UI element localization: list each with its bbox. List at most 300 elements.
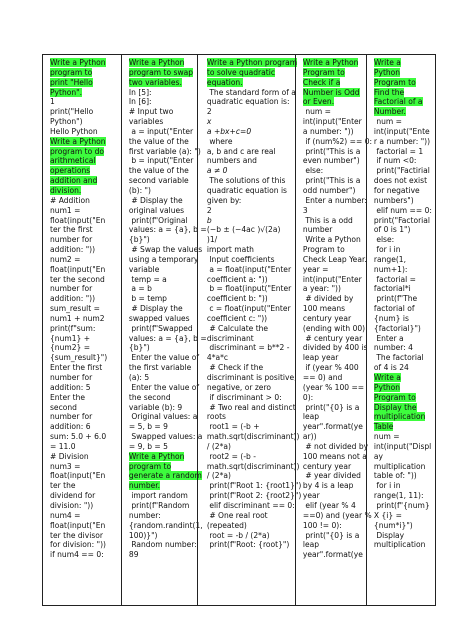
code-line — [374, 235, 433, 245]
code-text: Swapped values: a — [128, 432, 203, 442]
code-line — [303, 363, 364, 373]
code-line — [374, 255, 433, 265]
code-text: Enter the first — [50, 363, 103, 373]
code-text: 3 — [302, 205, 308, 215]
code-line — [374, 58, 433, 68]
code-text: (repeated) — [206, 520, 247, 530]
code-text: of 0 is 1") — [373, 225, 411, 235]
code-line — [207, 363, 293, 373]
code-line — [374, 88, 433, 98]
code-line — [374, 275, 433, 285]
code-text: odd number") — [302, 185, 356, 195]
code-text: century year — [302, 461, 352, 471]
code-line — [50, 78, 119, 88]
code-line — [129, 343, 195, 353]
code-line — [129, 452, 195, 462]
highlighted-heading-text: Program to — [302, 67, 345, 77]
highlighted-heading-text: Number. — [373, 107, 406, 117]
code-line — [129, 206, 195, 216]
code-text: {factorial}") — [373, 323, 421, 333]
code-line — [129, 442, 195, 452]
highlighted-heading-text: Python — [373, 382, 401, 392]
code-text: float(input("En — [50, 215, 106, 225]
code-line — [128, 353, 200, 363]
code-text: even number") — [302, 156, 360, 166]
code-line — [50, 265, 119, 275]
code-line — [374, 511, 433, 521]
code-text: (ending with 00) — [302, 323, 366, 333]
code-text: a year: ")) — [302, 284, 341, 294]
code-text: variable — [128, 264, 160, 274]
code-text: # Check if the — [206, 363, 264, 373]
code-text: # Addition — [50, 195, 90, 205]
code-line — [374, 176, 433, 186]
code-text: This is a odd — [302, 215, 353, 225]
code-line — [207, 284, 293, 294]
highlighted-heading-text: Write a — [373, 373, 401, 382]
code-line — [50, 275, 119, 285]
code-line — [207, 531, 293, 541]
code-line — [129, 235, 195, 245]
code-text: # Two real and distinct — [206, 402, 296, 412]
code-line — [374, 284, 433, 294]
code-text: the first variable — [128, 363, 192, 373]
code-text: 4*a*c — [206, 353, 229, 363]
code-text: Program to — [302, 245, 345, 255]
code-line — [50, 491, 119, 501]
code-text: X {i} = — [373, 510, 402, 520]
code-line — [303, 166, 364, 176]
code-text: if num <0: — [373, 156, 417, 166]
code-text: The factorial — [373, 353, 424, 363]
code-text: for i in — [373, 481, 401, 491]
highlighted-heading-text: multiplication — [373, 412, 426, 422]
code-line — [374, 383, 433, 393]
code-text: {num1} + — [50, 333, 91, 343]
code-line — [303, 206, 364, 216]
code-line — [206, 87, 296, 98]
code-text: numbers") — [373, 195, 414, 205]
code-line — [129, 156, 195, 166]
code-line — [207, 314, 293, 324]
code-text: else: — [373, 235, 395, 245]
code-line — [128, 412, 198, 422]
code-line — [50, 225, 119, 235]
code-text: Hello Python — [50, 126, 98, 136]
code-text: # divided by — [302, 294, 354, 304]
code-line — [207, 275, 293, 285]
highlighted-heading-text: to solve quadratic — [206, 67, 275, 77]
code-text: leap — [302, 540, 320, 550]
code-text: factorial of — [373, 304, 415, 314]
column-4 — [295, 55, 373, 605]
code-line — [374, 206, 433, 216]
code-text: number for — [50, 235, 93, 245]
code-line — [50, 117, 119, 127]
code-line — [303, 531, 364, 541]
code-line — [50, 304, 119, 314]
code-line — [129, 422, 195, 432]
code-line — [129, 511, 195, 521]
code-line — [303, 491, 364, 501]
code-line — [129, 88, 195, 98]
code-line — [207, 334, 293, 344]
code-text: divided by 400 is — [302, 343, 368, 353]
code-text: for division: ")) — [50, 540, 106, 550]
code-line — [374, 343, 433, 353]
code-line — [374, 363, 433, 373]
code-line — [303, 432, 364, 442]
code-text: print(f"Original — [128, 215, 188, 225]
code-text: num1 = — [50, 205, 81, 215]
code-text: a +bx+c=0 — [206, 126, 252, 136]
code-text: addition: 6 — [50, 422, 91, 432]
code-line — [207, 393, 293, 403]
code-text: ay — [373, 451, 384, 461]
code-line — [303, 501, 364, 511]
highlighted-heading-text: division. — [50, 185, 82, 195]
code-text: if (year % 400 — [302, 363, 359, 373]
code-line — [207, 78, 293, 88]
code-line — [374, 373, 433, 383]
code-line — [129, 117, 195, 127]
code-text: discriminant = b**2 - — [206, 343, 290, 353]
code-line — [303, 284, 364, 294]
code-text: print("{0} is a — [302, 530, 360, 540]
code-text: print("Factorial — [373, 215, 430, 225]
code-line — [129, 403, 195, 413]
code-line — [50, 353, 119, 363]
code-text: num4 = — [50, 510, 81, 520]
code-text: # century year — [302, 333, 363, 343]
code-line — [207, 412, 293, 422]
code-line — [374, 491, 433, 501]
code-line — [129, 166, 195, 176]
code-text: ar)) — [302, 432, 317, 442]
code-text: 0): — [302, 392, 314, 402]
code-text: # year divided — [302, 471, 361, 481]
code-line — [50, 235, 119, 245]
code-line — [50, 284, 119, 294]
code-line — [129, 186, 195, 196]
code-line — [303, 78, 364, 88]
code-line — [374, 127, 433, 137]
code-text: addition: ")) — [50, 245, 96, 255]
code-text: / (2*a) — [206, 441, 231, 451]
code-text: variables — [128, 117, 164, 127]
code-line — [129, 196, 195, 206]
code-line — [129, 540, 195, 550]
code-text: quadratic equation is — [206, 185, 287, 195]
code-text: int(input("Ente — [373, 126, 430, 136]
code-text: Random number: — [128, 540, 197, 550]
code-text: addition: ")) — [50, 294, 96, 304]
code-line — [374, 265, 433, 275]
code-text: Check Leap Year. — [302, 254, 367, 264]
code-line — [50, 550, 119, 560]
highlighted-heading-text: Find the — [373, 87, 405, 97]
code-text: b = input("Enter — [128, 156, 194, 166]
code-text: (a): 5 — [128, 373, 150, 382]
code-line — [50, 422, 119, 432]
code-text: multiplication — [373, 461, 426, 471]
code-line — [374, 68, 433, 78]
code-text: first variable (a): ") — [128, 146, 201, 156]
code-line — [50, 462, 119, 472]
code-line — [206, 402, 296, 413]
code-text: discriminant — [206, 333, 254, 343]
code-text: factorial*i — [373, 284, 411, 294]
code-text: multiplication — [373, 540, 426, 550]
code-line — [129, 216, 195, 226]
code-line — [50, 393, 119, 403]
code-text: # Division — [50, 451, 89, 461]
code-text: b — [206, 215, 212, 225]
code-text: num = — [373, 432, 400, 442]
code-text: (−b ± (−4ac )√(2a) — [206, 225, 281, 235]
code-text: 2 — [206, 107, 212, 117]
code-text: second variable — [128, 176, 189, 186]
code-line — [50, 255, 119, 265]
code-line — [207, 225, 293, 235]
code-line — [303, 88, 364, 98]
code-line — [374, 216, 433, 226]
code-line — [128, 254, 199, 265]
code-text: 100 means — [302, 304, 346, 314]
code-line — [50, 245, 119, 255]
code-text: temp = a — [128, 274, 167, 284]
code-line — [303, 353, 364, 363]
code-line — [303, 97, 364, 107]
code-line — [129, 68, 195, 78]
code-text: 100 != 0): — [302, 520, 342, 530]
code-text: float(input("En — [50, 264, 106, 274]
code-line — [207, 235, 293, 245]
code-text: float(input("En — [50, 471, 106, 481]
code-line — [303, 176, 364, 186]
code-text: elif num == 0: — [373, 205, 432, 215]
code-line — [303, 304, 364, 314]
code-line — [303, 481, 364, 491]
code-text: print("This is a — [302, 146, 361, 156]
code-text: b = temp — [128, 294, 167, 304]
code-text: The standard form of a — [206, 87, 296, 97]
code-text: the value of the — [128, 136, 189, 146]
code-line — [303, 127, 364, 137]
code-line — [374, 471, 433, 481]
code-text: Original values: a — [128, 412, 198, 422]
code-line — [303, 403, 364, 413]
code-line — [303, 225, 364, 235]
code-line — [302, 441, 369, 452]
code-text: does not exist — [373, 176, 428, 186]
code-line — [50, 432, 119, 442]
highlighted-heading-text: print "Hello — [50, 77, 93, 87]
code-line — [206, 373, 297, 383]
code-line — [207, 196, 293, 206]
code-line — [374, 304, 433, 314]
code-text: num1 + num2 — [50, 313, 105, 323]
highlighted-heading-text: program to do — [50, 146, 104, 156]
code-text: print(f"Root 2: {root2}") — [206, 491, 302, 501]
code-line — [303, 412, 364, 422]
code-text: coefficient b: ")) — [206, 294, 268, 304]
code-line — [207, 265, 293, 275]
code-text: numbers and — [206, 156, 257, 166]
code-line — [374, 97, 433, 107]
code-line — [374, 501, 433, 511]
code-text: for i in — [373, 245, 401, 255]
highlighted-heading-text: equation. — [206, 77, 243, 87]
code-line — [303, 275, 364, 285]
code-line — [207, 255, 293, 265]
code-line — [303, 216, 364, 226]
code-text: int(input("Enter — [302, 117, 362, 127]
code-text: factorial = — [373, 274, 416, 284]
code-line — [303, 186, 364, 196]
code-text: print(f"Random — [128, 500, 190, 510]
code-text: ter the second — [50, 274, 105, 284]
code-line — [207, 304, 293, 314]
code-line — [303, 235, 364, 245]
code-text: negative, or zero — [206, 382, 272, 392]
code-line — [128, 432, 203, 442]
code-text: a = input("Enter — [128, 126, 194, 136]
code-text: given by: — [206, 195, 242, 205]
code-text: = 11.0 — [50, 441, 76, 451]
code-text: print(f"The — [373, 294, 418, 304]
code-line — [129, 550, 195, 560]
code-text: quadratic equation is: — [206, 97, 290, 107]
code-text: number — [302, 225, 333, 235]
code-line — [302, 451, 367, 462]
code-line — [207, 97, 293, 107]
code-text: root2 = (-b - — [206, 451, 256, 461]
code-line — [374, 107, 433, 117]
code-line — [374, 452, 433, 462]
code-text: a, b and c are real — [206, 146, 276, 156]
code-text: year".format(ye — [302, 422, 363, 432]
highlighted-heading-text: Table — [373, 422, 394, 432]
code-line — [303, 245, 364, 255]
code-line — [128, 520, 203, 531]
code-text: range(1, — [373, 254, 407, 264]
code-text: if (num%2) == 0: — [302, 136, 373, 146]
code-line — [50, 137, 119, 147]
code-text: where — [206, 136, 233, 146]
code-line — [50, 471, 119, 481]
code-line — [50, 373, 119, 383]
code-text: leap year — [302, 353, 339, 363]
code-text: coefficient a: ")) — [206, 274, 268, 284]
highlighted-heading-text: generate a random — [128, 471, 202, 481]
code-line — [303, 68, 364, 78]
code-line — [207, 442, 293, 452]
highlighted-heading-text: Write a Python — [50, 58, 106, 67]
code-text: a ≠ 0 — [206, 166, 228, 176]
code-line — [128, 471, 202, 481]
code-text: variable (b): 9 — [128, 402, 183, 412]
code-line — [50, 383, 119, 393]
code-line — [303, 540, 364, 550]
highlighted-heading-text: program to swap — [128, 67, 194, 77]
column-3 — [197, 55, 302, 605]
code-line — [374, 117, 433, 127]
code-text: # Input two — [128, 107, 174, 117]
code-text: Enter the value of — [128, 382, 200, 392]
code-line — [128, 382, 200, 393]
code-text: {b}") — [128, 343, 150, 353]
column-1 — [43, 55, 121, 605]
code-text: if num4 == 0: — [50, 550, 104, 560]
code-line — [50, 127, 119, 137]
code-text: math.sqrt(discriminant)) — [206, 461, 300, 471]
code-text: {sum_result}") — [50, 353, 108, 363]
code-line — [129, 176, 195, 186]
code-text: num3 = — [50, 461, 81, 471]
code-text: (year % 100 == — [302, 382, 365, 392]
code-line — [50, 531, 119, 541]
code-text: float(input("En — [50, 520, 106, 530]
code-text: == 0) and — [302, 373, 343, 382]
code-line — [303, 324, 364, 334]
code-text: {b}") — [128, 235, 150, 245]
code-text: print(f"Swapped — [128, 323, 193, 333]
code-line — [129, 127, 195, 137]
code-line — [303, 462, 364, 472]
code-line — [374, 432, 433, 442]
code-line — [50, 314, 119, 324]
code-text: factorial = 1 — [373, 146, 424, 156]
code-text: for negative — [373, 185, 420, 195]
highlighted-heading-text: Write a — [373, 58, 401, 67]
code-text: ter the first — [50, 225, 93, 235]
code-text: print("{0} is a — [302, 402, 360, 412]
code-text: values: a = {a}, b = — [128, 333, 207, 343]
code-line — [303, 373, 364, 383]
code-text: int(input("Enter — [302, 274, 362, 284]
code-line — [207, 117, 293, 127]
code-line — [50, 97, 119, 107]
code-line — [50, 186, 119, 196]
code-text: number: — [128, 510, 161, 520]
code-line — [374, 462, 433, 472]
code-text: 89 — [128, 550, 139, 560]
code-line — [129, 491, 195, 501]
code-text: {num} is — [373, 313, 409, 323]
code-text: num = — [302, 107, 331, 117]
code-text: using a temporary — [128, 254, 199, 264]
code-line — [50, 442, 119, 452]
code-line — [129, 393, 195, 403]
code-text: Enter the — [50, 392, 86, 402]
code-text: values: a = {a}, b = — [128, 225, 207, 235]
code-line — [374, 196, 433, 206]
code-line — [303, 107, 364, 117]
code-line — [50, 511, 119, 521]
code-line — [302, 195, 367, 206]
code-line — [374, 225, 433, 235]
code-line — [50, 343, 119, 353]
code-line — [129, 265, 195, 275]
code-text: elif discriminant == 0: — [206, 500, 295, 510]
code-line — [129, 314, 195, 324]
code-text: = 5, b = 9 — [128, 422, 168, 432]
code-text: Python") — [50, 117, 83, 127]
code-text: elif (year % 4 — [302, 500, 356, 510]
code-table — [42, 54, 436, 606]
code-text: root1 = (-b + — [206, 422, 260, 432]
